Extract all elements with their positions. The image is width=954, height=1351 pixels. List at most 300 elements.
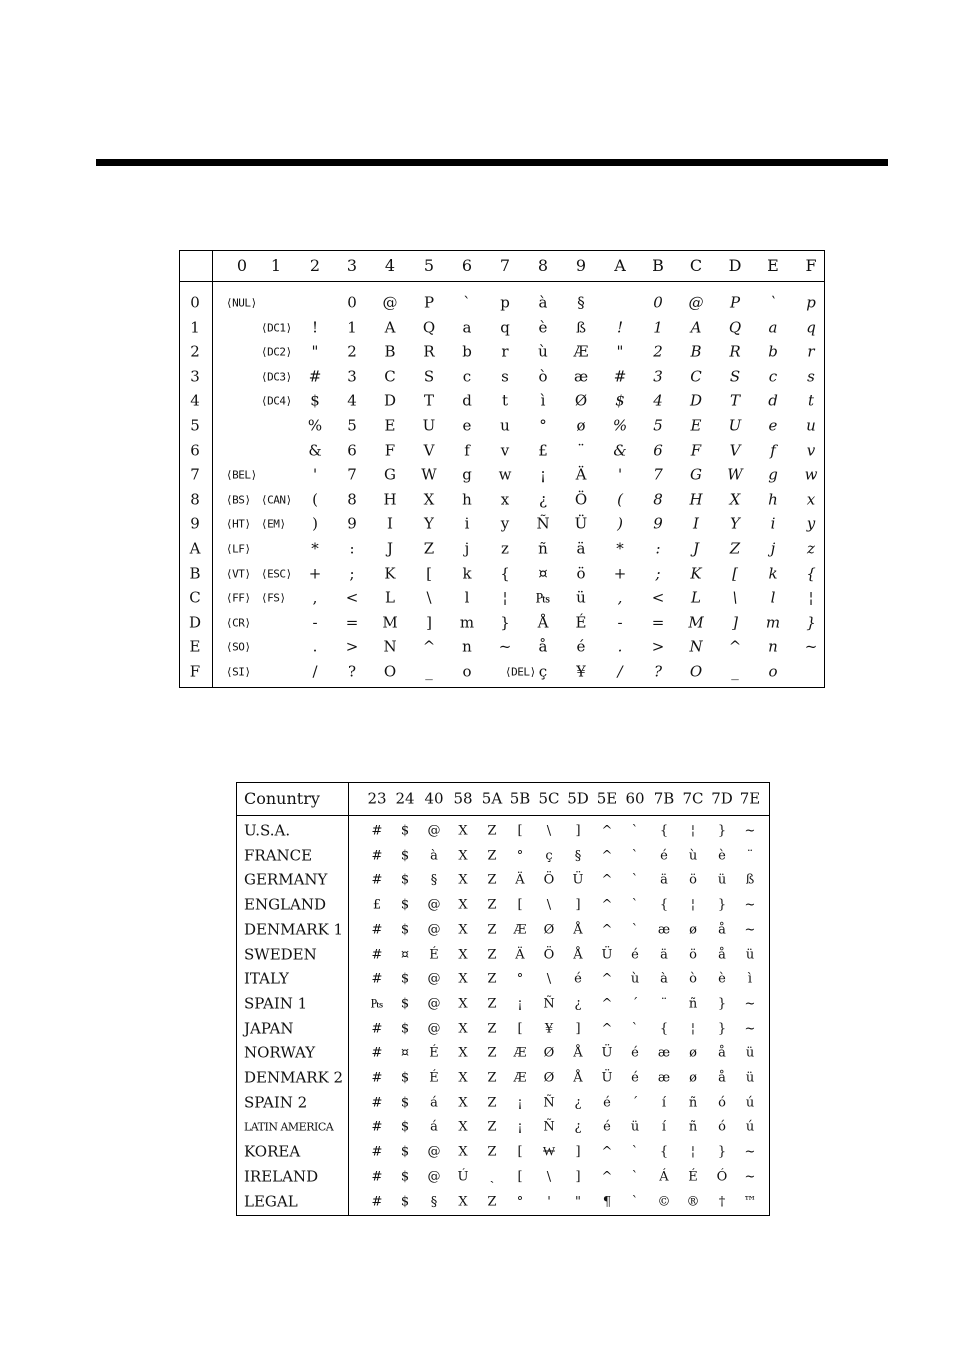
char-cell: } (806, 613, 816, 632)
country-char-cell: X (458, 897, 468, 913)
char-cell: 0 (653, 293, 663, 312)
control-code-cell: ⟨BEL⟩ (226, 468, 257, 482)
country-char-cell: ` (631, 897, 639, 913)
char-cell: ( (312, 490, 318, 509)
country-char-cell: Z (487, 897, 497, 913)
char-cell: & (613, 441, 627, 460)
char-cell: < (651, 588, 665, 607)
char-cell: - (617, 613, 623, 632)
char-cell: @ (382, 293, 398, 312)
char-cell: b (462, 342, 472, 361)
char-cell: h (768, 490, 778, 509)
country-char-cell: ¨ (746, 848, 754, 864)
char-cell: V (729, 441, 741, 460)
column-header: 2 (309, 256, 321, 275)
country-char-cell: ø (689, 922, 697, 938)
country-char-cell: ^ (601, 823, 613, 839)
char-cell: m (459, 613, 475, 632)
char-cell: m (765, 613, 781, 632)
country-char-cell: X (458, 1194, 468, 1209)
char-cell: 0 (347, 293, 357, 312)
char-cell: ^ (422, 637, 436, 656)
country-char-cell: ü (745, 947, 755, 962)
country-char-cell: $ (400, 922, 410, 938)
char-cell: A (384, 318, 396, 337)
control-code-cell: ⟨LF⟩ (226, 542, 251, 556)
char-cell: è (538, 318, 548, 337)
country-char-cell: ú (745, 1119, 755, 1135)
row-header: 6 (190, 441, 200, 460)
char-cell: n (768, 637, 778, 656)
country-char-cell: # (371, 1119, 383, 1135)
char-cell: ) (617, 514, 623, 533)
char-cell: ß (575, 318, 587, 337)
code-column-header: 5E (596, 789, 618, 808)
country-name: SWEDEN (244, 945, 317, 963)
char-cell: H (689, 490, 703, 509)
row-header: D (188, 613, 202, 632)
country-char-cell: ù (630, 971, 640, 987)
country-char-cell: é (631, 1045, 639, 1061)
control-code-cell: ⟨SI⟩ (226, 665, 251, 679)
country-char-cell: ¡ (517, 1095, 523, 1111)
char-cell: : (655, 539, 661, 558)
char-cell: B (690, 342, 702, 361)
country-char-cell: # (371, 872, 383, 888)
char-cell: N (383, 637, 397, 656)
country-char-cell: É (688, 1169, 698, 1185)
country-char-cell: ` (631, 1169, 639, 1185)
control-code-cell: ⟨VT⟩ (226, 567, 251, 581)
country-char-cell: # (371, 947, 383, 962)
country-char-cell: # (371, 1070, 383, 1086)
country-char-cell: } (717, 1144, 727, 1160)
country-char-cell: © (657, 1194, 671, 1209)
char-cell: v (500, 441, 510, 460)
country-char-cell: [ (517, 897, 523, 913)
char-cell: = (651, 613, 665, 632)
char-cell: é (576, 637, 586, 656)
country-char-cell: $ (400, 823, 410, 839)
char-cell: D (689, 391, 703, 410)
country-char-cell: } (717, 1021, 727, 1037)
header-divider (180, 281, 824, 282)
char-cell: " (616, 342, 624, 361)
char-cell: ` (463, 293, 471, 312)
country-name: U.S.A. (244, 821, 291, 840)
char-cell: J (386, 539, 394, 558)
char-cell: G (690, 465, 702, 484)
control-code-cell: ⟨BS⟩ (226, 493, 251, 507)
column-header: 7 (499, 256, 511, 275)
char-cell: * (311, 539, 319, 558)
char-cell: r (807, 342, 815, 361)
country-char-cell: ß (745, 872, 755, 888)
char-cell: j (464, 539, 470, 558)
country-char-cell: Z (487, 1144, 497, 1160)
control-code-cell: ⟨CR⟩ (226, 616, 251, 630)
country-name: ENGLAND (244, 895, 327, 914)
country-name: GERMANY (244, 870, 328, 889)
char-cell: Y (730, 514, 740, 533)
country-char-cell: # (371, 848, 383, 864)
char-cell: V (423, 441, 435, 460)
char-cell: $ (615, 391, 625, 410)
country-char-cell: ´ (631, 1095, 639, 1111)
country-char-cell: è (718, 971, 726, 987)
char-cell: C (690, 367, 702, 386)
row-header: 4 (190, 391, 200, 410)
country-char-cell: Z (487, 1194, 497, 1209)
row-header: 9 (190, 514, 200, 533)
column-header: C (689, 256, 703, 275)
char-cell: ¿ (538, 490, 548, 509)
char-cell: X (729, 490, 741, 509)
country-char-cell: ^ (601, 872, 613, 888)
country-char-cell: Ü (601, 1070, 613, 1086)
char-cell: n (462, 637, 472, 656)
country-char-cell: ] (575, 1144, 581, 1160)
country-char-cell: É (429, 1045, 439, 1061)
country-char-cell: Z (487, 1095, 497, 1111)
char-cell: 4 (653, 391, 663, 410)
char-cell: ? (347, 662, 357, 681)
country-char-cell: $ (400, 971, 410, 987)
country-char-cell: ¦ (690, 823, 696, 839)
char-cell: I (693, 514, 699, 533)
char-cell: k (462, 564, 472, 583)
country-char-cell: ¡ (517, 1119, 523, 1135)
char-cell: s (501, 367, 509, 386)
country-char-cell: ~ (744, 823, 756, 839)
country-char-cell: # (371, 1169, 383, 1185)
char-cell: K (384, 564, 396, 583)
char-cell: U (728, 416, 742, 435)
row-header: 2 (190, 342, 200, 361)
char-cell: / (312, 662, 318, 681)
country-char-cell: ü (630, 1119, 640, 1135)
country-char-cell: \ (546, 823, 552, 839)
column-header: 8 (537, 256, 549, 275)
char-cell: = (345, 613, 359, 632)
country-char-cell: Z (487, 1070, 497, 1086)
char-cell: ¥ (576, 662, 586, 681)
country-char-cell: @ (427, 922, 441, 938)
country-char-cell: ^ (601, 897, 613, 913)
country-name: ITALY (244, 969, 289, 988)
char-cell: ù (538, 342, 548, 361)
country-char-cell: # (371, 971, 383, 987)
country-char-cell: ò (689, 971, 697, 987)
char-cell: e (768, 416, 778, 435)
char-cell: ) (312, 514, 318, 533)
char-cell: F (690, 441, 702, 460)
country-char-cell: É (429, 947, 439, 962)
country-char-cell: $ (400, 872, 410, 888)
country-char-cell: ~ (744, 922, 756, 938)
control-code-cell: ⟨SO⟩ (226, 640, 251, 654)
char-cell: 6 (347, 441, 357, 460)
char-cell: c (768, 367, 778, 386)
country-char-cell: ¥ (544, 1021, 554, 1037)
column-header: A (614, 256, 626, 275)
char-cell: ] (426, 613, 432, 632)
char-cell: { (500, 564, 510, 583)
country-char-cell: Ö (543, 947, 555, 962)
char-cell: u (500, 416, 510, 435)
char-cell: K (690, 564, 702, 583)
country-char-cell: § (430, 1194, 438, 1209)
control-code-cell: ⟨DC2⟩ (261, 345, 292, 359)
country-char-cell: { (659, 1021, 669, 1037)
char-cell: 6 (653, 441, 663, 460)
char-cell: ° (539, 416, 547, 435)
country-char-cell: ~ (744, 1169, 756, 1185)
country-char-cell: $ (400, 1021, 410, 1037)
country-char-cell: æ (657, 1070, 671, 1086)
country-char-cell: " (575, 1194, 581, 1209)
country-char-cell: æ (657, 922, 671, 938)
country-char-cell: ` (631, 1021, 639, 1037)
char-cell: ç (538, 662, 548, 681)
country-char-cell: X (458, 971, 468, 987)
country-char-cell: ´ (631, 996, 639, 1012)
country-char-cell: å (718, 1045, 726, 1061)
country-char-cell: ñ (688, 1119, 698, 1135)
char-cell: E (384, 416, 396, 435)
char-cell: # (308, 367, 322, 386)
char-cell: q (500, 318, 510, 337)
char-cell: & (308, 441, 322, 460)
row-header: 5 (190, 416, 200, 435)
char-cell: w (804, 465, 818, 484)
country-char-cell: ` (631, 922, 639, 938)
country-char-cell: # (371, 922, 383, 938)
country-char-cell: Æ (513, 922, 527, 938)
char-cell: s (807, 367, 815, 386)
country-char-cell: ¿ (574, 1095, 582, 1111)
country-char-cell: ¤ (400, 947, 410, 962)
char-cell: : (349, 539, 355, 558)
char-cell: N (689, 637, 703, 656)
country-name: LATIN AMERICA (244, 1120, 334, 1134)
char-cell: W (421, 465, 437, 484)
char-cell: j (770, 539, 776, 558)
char-cell: X (423, 490, 435, 509)
char-cell: § (577, 293, 585, 312)
country-char-cell: å (718, 947, 726, 962)
char-cell: ` (769, 293, 777, 312)
control-code-cell: ⟨FS⟩ (261, 591, 286, 605)
column-header: 5 (423, 256, 435, 275)
char-cell: d (768, 391, 778, 410)
country-char-cell: $ (400, 897, 410, 913)
control-code-cell: ⟨NUL⟩ (226, 296, 257, 310)
column-header: 6 (461, 256, 473, 275)
char-cell: y (806, 514, 816, 533)
country-char-cell: $ (400, 1119, 410, 1135)
code-column-header: 40 (424, 789, 444, 808)
country-char-cell: í (661, 1119, 667, 1135)
country-char-cell: Z (487, 1045, 497, 1061)
country-char-cell: Å (573, 1070, 583, 1086)
country-char-cell: Ø (543, 922, 555, 938)
country-name: DENMARK 1 (244, 920, 344, 939)
row-header: 7 (190, 465, 200, 484)
country-char-cell: Ú (457, 1169, 469, 1185)
char-cell: w (498, 465, 512, 484)
country-char-cell: ` (631, 823, 639, 839)
control-code-cell: ⟨HT⟩ (226, 517, 251, 531)
country-char-cell: ~ (744, 897, 756, 913)
char-cell: / (617, 662, 623, 681)
country-char-cell: $ (400, 1194, 410, 1209)
column-header: 0 (236, 256, 248, 275)
control-code-cell: ⟨ESC⟩ (261, 567, 292, 581)
country-char-cell: ¦ (690, 1021, 696, 1037)
char-cell: } (500, 613, 510, 632)
char-cell: 3 (653, 367, 663, 386)
column-header: D (728, 256, 742, 275)
country-char-cell: [ (517, 1021, 523, 1037)
code-column-header: 5B (509, 789, 531, 808)
country-char-cell: Ñ (543, 1095, 555, 1111)
char-cell: ü (576, 588, 586, 607)
row-header: 1 (190, 318, 200, 337)
country-char-cell: ™ (743, 1194, 757, 1209)
country-char-cell: Z (487, 1021, 497, 1037)
char-cell: 2 (347, 342, 357, 361)
country-char-cell: @ (427, 823, 441, 839)
char-cell: ₧ (535, 588, 551, 607)
country-char-cell: ~ (744, 1144, 756, 1160)
country-char-cell: X (458, 1070, 468, 1086)
country-char-cell: à (430, 848, 438, 864)
char-cell: ' (617, 465, 623, 484)
char-cell: P (423, 293, 435, 312)
char-cell: 2 (653, 342, 663, 361)
char-cell: + (308, 564, 322, 583)
country-char-cell: ₧ (370, 996, 384, 1012)
char-cell: c (462, 367, 472, 386)
char-cell: i (770, 514, 776, 533)
row-header: B (189, 564, 201, 583)
country-char-cell: É (429, 1070, 439, 1086)
country-char-cell: ì (747, 971, 753, 987)
control-code-cell: ⟨FF⟩ (226, 591, 251, 605)
top-rule (96, 159, 888, 166)
char-cell: ¤ (538, 564, 548, 583)
char-cell: t (807, 391, 815, 410)
char-cell: b (768, 342, 778, 361)
char-cell: ~ (498, 637, 512, 656)
country-char-cell: í (661, 1095, 667, 1111)
country-char-cell: ¿ (574, 996, 582, 1012)
country-char-cell: $ (400, 1144, 410, 1160)
code-column-header: 7B (653, 789, 675, 808)
char-cell: T (729, 391, 741, 410)
char-cell: 5 (347, 416, 357, 435)
row-header: A (189, 539, 201, 558)
char-cell: g (462, 465, 472, 484)
country-char-cell: \ (546, 1169, 552, 1185)
char-cell: ¦ (808, 588, 814, 607)
char-cell: É (575, 613, 587, 632)
char-cell: ñ (538, 539, 548, 558)
country-char-cell: ¿ (574, 1119, 582, 1135)
char-cell: _ (425, 662, 433, 681)
country-char-cell: Z (487, 1119, 497, 1135)
country-char-cell: X (458, 1045, 468, 1061)
country-char-cell: { (659, 897, 669, 913)
country-char-cell: # (371, 1144, 383, 1160)
country-char-cell: é (631, 1070, 639, 1086)
char-cell: l (770, 588, 776, 607)
country-char-cell: # (371, 1095, 383, 1111)
char-cell: D (383, 391, 397, 410)
country-char-cell: X (458, 922, 468, 938)
country-name: NORWAY (244, 1043, 316, 1062)
country-char-cell: ` (631, 848, 639, 864)
country-char-cell: Æ (513, 1070, 527, 1086)
country-char-cell: ' (547, 1194, 551, 1209)
char-cell: r (501, 342, 509, 361)
char-cell: 9 (347, 514, 357, 533)
country-char-cell: é (603, 1119, 611, 1135)
char-cell: M (382, 613, 398, 632)
code-column-header: 7C (682, 789, 704, 808)
column-header: 3 (346, 256, 358, 275)
country-char-cell: ¦ (690, 897, 696, 913)
country-char-cell: Z (487, 971, 497, 987)
country-char-cell: } (717, 996, 727, 1012)
country-char-cell: é (603, 1095, 611, 1111)
country-char-cell: § (574, 848, 582, 864)
country-char-cell: # (371, 1045, 383, 1061)
char-cell: q (806, 318, 816, 337)
char-cell: à (538, 293, 548, 312)
char-cell: 4 (347, 391, 357, 410)
country-char-cell: ø (689, 1070, 697, 1086)
row-header: F (189, 662, 201, 681)
country-char-cell: [ (517, 1169, 523, 1185)
country-char-cell: Z (487, 848, 497, 864)
char-cell: ' (312, 465, 318, 484)
country-name: FRANCE (244, 846, 313, 865)
country-char-cell: { (659, 823, 669, 839)
country-char-cell: ù (688, 848, 698, 864)
column-header: E (767, 256, 779, 275)
char-cell: O (689, 662, 703, 681)
char-cell: Z (729, 539, 741, 558)
country-char-cell: ó (718, 1119, 726, 1135)
char-cell: L (691, 588, 701, 607)
country-char-cell: Ö (543, 872, 555, 888)
country-char-cell: Ñ (543, 996, 555, 1012)
country-char-cell: [ (517, 823, 523, 839)
char-cell: Å (537, 613, 549, 632)
country-char-cell: ^ (601, 922, 613, 938)
char-cell: I (387, 514, 393, 533)
country-char-cell: } (717, 823, 727, 839)
country-char-cell: X (458, 1021, 468, 1037)
country-char-cell: ¶ (602, 1194, 612, 1209)
char-cell: W (727, 465, 743, 484)
char-cell: v (806, 441, 816, 460)
char-cell: ? (653, 662, 663, 681)
country-char-cell: ö (689, 872, 697, 888)
char-cell: t (501, 391, 509, 410)
